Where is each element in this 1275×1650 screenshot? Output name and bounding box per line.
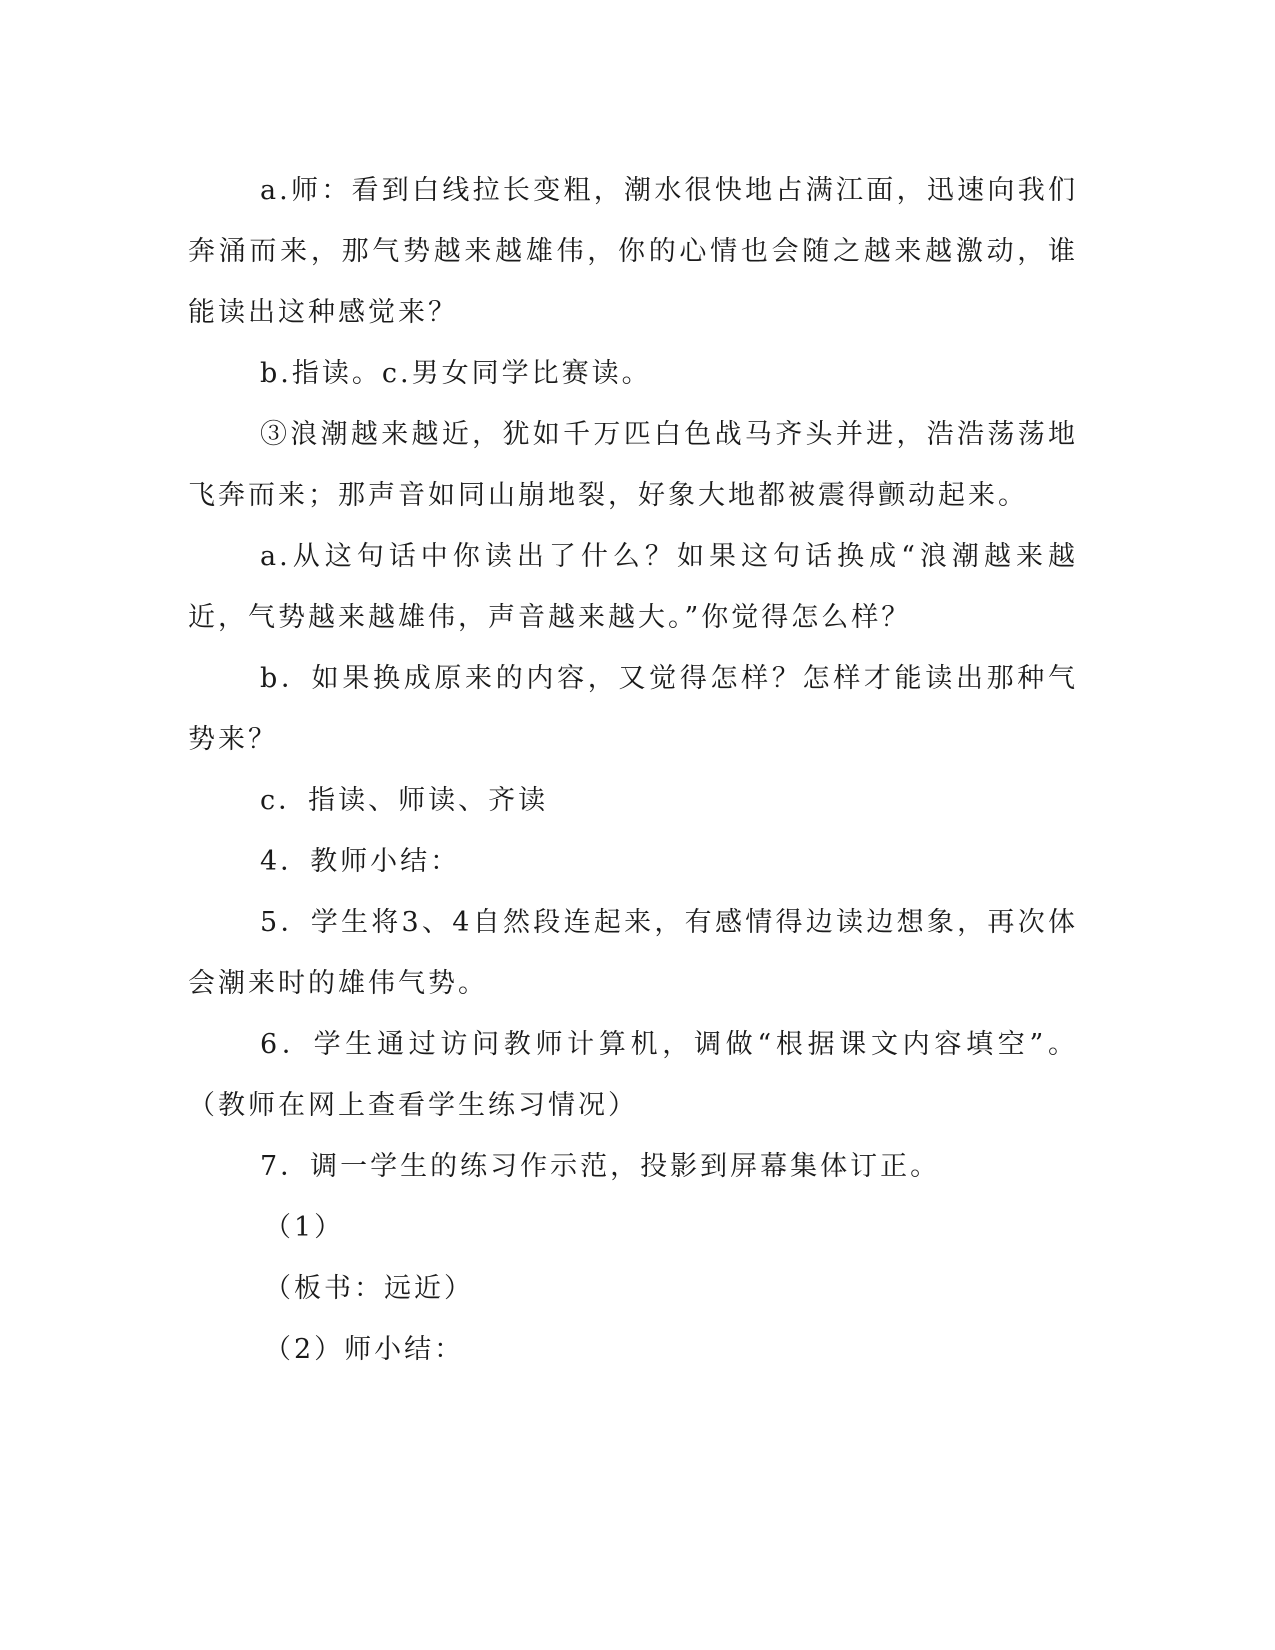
document-body (188, 160, 1078, 1380)
paragraph-step-4: 4．教师小结： (260, 846, 461, 877)
paragraph-step-7: 7．调一学生的练习作示范，投影到屏幕集体订正。 (260, 1151, 941, 1182)
paragraph-reading-c: c．指读、师读、齐读 (260, 785, 549, 816)
paragraph-question-b: b．如果换成原来的内容，又觉得怎样？怎样才能读出那种气势来？ (188, 663, 1078, 755)
paragraph-reading-instructions: b.指读。c.男女同学比赛读。 (260, 358, 652, 389)
paragraph-question-a: a.从这句话中你读出了什么？如果这句话换成“浪潮越来越近，气势越来越雄伟，声音越来越大。”你觉得怎么样？ (188, 541, 1078, 633)
paragraph-text-excerpt-3: ③浪潮越来越近，犹如千万匹白色战马齐头并进，浩浩荡荡地飞奔而来；那声音如同山崩地裂，好象大地都被震得颤动起来。 (188, 419, 1078, 511)
paragraph-step-5: 5．学生将3、4自然段连起来，有感情得边读边想象，再次体会潮来时的雄伟气势。 (188, 907, 1078, 999)
paragraph-board-note: （板书：远近） (264, 1273, 474, 1304)
paragraph-teacher-prompt: a.师：看到白线拉长变粗，潮水很快地占满江面，迅速向我们奔涌而来，那气势越来越雄伟，你的心情也会随之越来越激动，谁能读出这种感觉来？ (188, 175, 1078, 328)
paragraph-step-6: 6．学生通过访问教师计算机，调做“根据课文内容填空”。（教师在网上查看学生练习情况） (188, 1029, 1078, 1121)
paragraph-sub-2: （2）师小结： (264, 1334, 465, 1365)
paragraph-sub-1: （1） (264, 1212, 345, 1243)
